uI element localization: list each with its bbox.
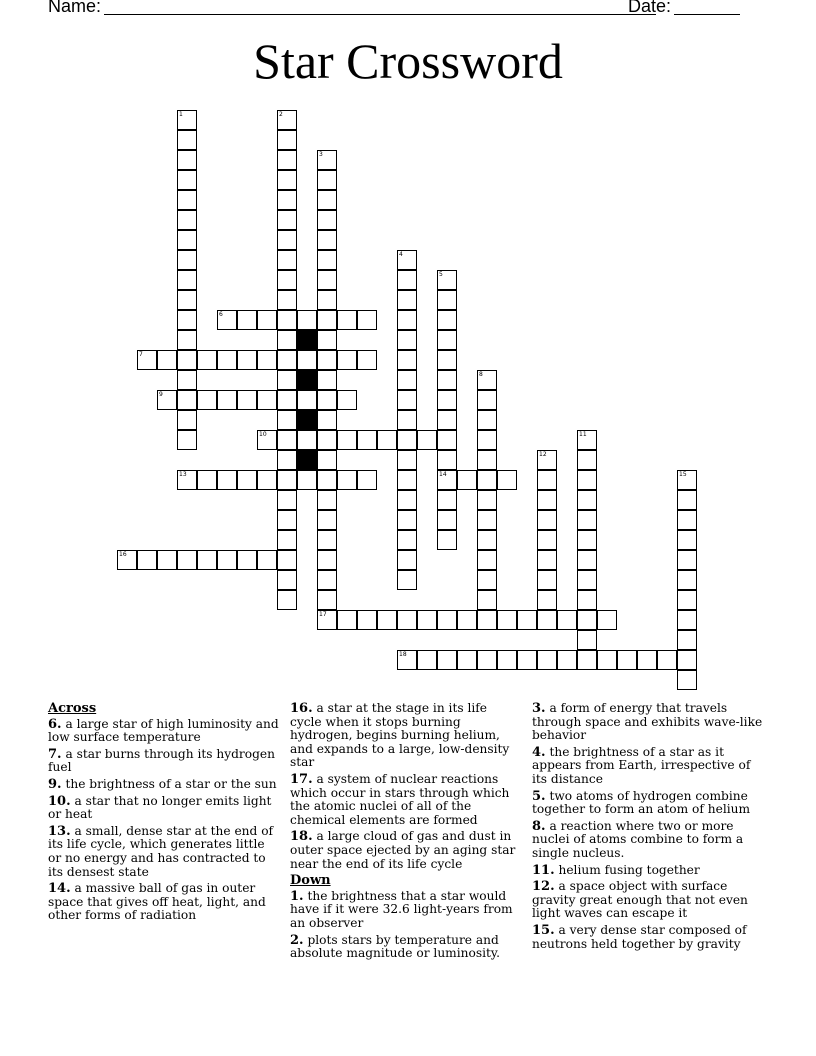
grid-cell[interactable] bbox=[377, 610, 397, 630]
grid-cell[interactable] bbox=[437, 610, 457, 630]
grid-cell[interactable] bbox=[437, 310, 457, 330]
grid-cell[interactable] bbox=[277, 270, 297, 290]
grid-cell[interactable] bbox=[617, 650, 637, 670]
grid-cell[interactable] bbox=[277, 450, 297, 470]
grid-cell[interactable] bbox=[337, 610, 357, 630]
name-label: Name: bbox=[48, 0, 102, 16]
grid-cell[interactable] bbox=[437, 510, 457, 530]
grid-cell[interactable] bbox=[677, 510, 697, 530]
grid-cell[interactable] bbox=[437, 650, 457, 670]
grid-cell[interactable] bbox=[217, 390, 237, 410]
grid-cell[interactable] bbox=[477, 490, 497, 510]
grid-cell[interactable] bbox=[357, 430, 377, 450]
grid-cell[interactable] bbox=[237, 310, 257, 330]
cell-number: 17 bbox=[319, 611, 327, 618]
clue-down-8: 8. a reaction where two or more nuclei of atoms combine to form a single nucleus. bbox=[532, 818, 744, 860]
grid-cell[interactable] bbox=[297, 430, 317, 450]
grid-cell[interactable] bbox=[337, 310, 357, 330]
grid-cell[interactable] bbox=[277, 370, 297, 390]
clue-column-3 bbox=[532, 700, 764, 954]
grid-cell[interactable] bbox=[177, 430, 197, 450]
grid-cell[interactable] bbox=[477, 470, 497, 490]
grid-cell[interactable] bbox=[317, 590, 337, 610]
grid-cell[interactable] bbox=[177, 290, 197, 310]
grid-cell[interactable] bbox=[477, 510, 497, 530]
grid-cell[interactable] bbox=[537, 650, 557, 670]
grid-cell[interactable] bbox=[277, 390, 297, 410]
grid-cell[interactable] bbox=[317, 270, 337, 290]
grid-cell[interactable] bbox=[397, 390, 417, 410]
grid-cell[interactable] bbox=[417, 650, 437, 670]
grid-cell[interactable] bbox=[557, 650, 577, 670]
grid-cell[interactable] bbox=[477, 410, 497, 430]
grid-cell[interactable] bbox=[537, 610, 557, 630]
grid-cell[interactable] bbox=[677, 610, 697, 630]
grid-cell[interactable] bbox=[317, 350, 337, 370]
grid-cell[interactable] bbox=[477, 650, 497, 670]
grid-cell[interactable] bbox=[277, 330, 297, 350]
cell-number: 6 bbox=[219, 311, 223, 318]
clue-across-18: 18. a large cloud of gas and dust in outer space ejected by an aging star near the end of its life cycle bbox=[290, 829, 516, 871]
grid-cell[interactable] bbox=[317, 510, 337, 530]
grid-cell[interactable] bbox=[437, 470, 457, 490]
grid-cell[interactable] bbox=[437, 490, 457, 510]
grid-cell[interactable] bbox=[317, 570, 337, 590]
grid-cell[interactable] bbox=[537, 590, 557, 610]
grid-cell[interactable] bbox=[677, 630, 697, 650]
grid-cell[interactable] bbox=[217, 470, 237, 490]
grid-cell[interactable] bbox=[597, 650, 617, 670]
cell-number: 2 bbox=[279, 111, 283, 118]
grid-cell[interactable] bbox=[277, 230, 297, 250]
grid-cell[interactable] bbox=[197, 390, 217, 410]
cell-number: 12 bbox=[539, 451, 547, 458]
clue-across-10: 10. a star that no longer emits light or heat bbox=[48, 793, 272, 822]
grid-cell[interactable] bbox=[497, 650, 517, 670]
grid-cell[interactable] bbox=[277, 290, 297, 310]
grid-cell[interactable] bbox=[417, 610, 437, 630]
grid-cell[interactable] bbox=[477, 370, 497, 390]
grid-cell[interactable] bbox=[477, 610, 497, 630]
grid-cell[interactable] bbox=[197, 470, 217, 490]
grid-cell[interactable] bbox=[337, 430, 357, 450]
grid-cell[interactable] bbox=[317, 430, 337, 450]
clue-down-2: 2. plots stars by temperature and absolute magnitude or luminosity. bbox=[290, 932, 501, 961]
grid-cell[interactable] bbox=[177, 270, 197, 290]
cell-number: 14 bbox=[439, 471, 447, 478]
grid-cell[interactable] bbox=[397, 450, 417, 470]
page-title: Star Crossword bbox=[253, 33, 563, 89]
grid-cell[interactable] bbox=[677, 670, 697, 690]
grid-cell[interactable] bbox=[537, 530, 557, 550]
grid-cell[interactable] bbox=[177, 110, 197, 130]
grid-cell[interactable] bbox=[237, 390, 257, 410]
grid-cell[interactable] bbox=[397, 510, 417, 530]
grid-cell[interactable] bbox=[317, 390, 337, 410]
grid-cell[interactable] bbox=[337, 390, 357, 410]
grid-cell[interactable] bbox=[477, 430, 497, 450]
grid-cell[interactable] bbox=[577, 550, 597, 570]
grid-cell[interactable] bbox=[237, 350, 257, 370]
grid-cell[interactable] bbox=[117, 550, 137, 570]
clue-across-7: 7. a star burns through its hydrogen fuel bbox=[48, 746, 275, 775]
cell-number: 4 bbox=[399, 251, 403, 258]
grid-cell[interactable] bbox=[677, 570, 697, 590]
grid-cell[interactable] bbox=[477, 530, 497, 550]
grid-cell[interactable] bbox=[677, 650, 697, 670]
grid-cell[interactable] bbox=[577, 510, 597, 530]
grid-cell[interactable] bbox=[397, 550, 417, 570]
grid-cell[interactable] bbox=[317, 190, 337, 210]
grid-cell[interactable] bbox=[277, 570, 297, 590]
grid-cell[interactable] bbox=[217, 350, 237, 370]
grid-cell[interactable] bbox=[277, 310, 297, 330]
cell-number: 9 bbox=[159, 391, 163, 398]
grid-cell[interactable] bbox=[277, 490, 297, 510]
grid-cell[interactable] bbox=[397, 250, 417, 270]
grid-cell[interactable] bbox=[277, 130, 297, 150]
cell-number: 11 bbox=[579, 431, 587, 438]
grid-cell[interactable] bbox=[277, 510, 297, 530]
grid-cell[interactable] bbox=[537, 510, 557, 530]
grid-cell[interactable] bbox=[177, 550, 197, 570]
grid-cell[interactable] bbox=[277, 430, 297, 450]
grid-block bbox=[297, 370, 317, 390]
grid-cell[interactable] bbox=[157, 550, 177, 570]
grid-cell[interactable] bbox=[257, 390, 277, 410]
grid-cell[interactable] bbox=[397, 650, 417, 670]
grid-cell[interactable] bbox=[177, 330, 197, 350]
grid-cell[interactable] bbox=[537, 490, 557, 510]
grid-cell[interactable] bbox=[457, 470, 477, 490]
grid-cell[interactable] bbox=[337, 470, 357, 490]
grid-cell[interactable] bbox=[517, 610, 537, 630]
clue-down-15: 15. a very dense star composed of neutrons held together by gravity bbox=[532, 922, 747, 951]
clue-across-16: 16. a star at the stage in its life cycle when it stops burning hydrogen, begins burning helium, and expands to a large, low-density star bbox=[290, 701, 510, 770]
grid-cell[interactable] bbox=[317, 230, 337, 250]
grid-cell[interactable] bbox=[497, 610, 517, 630]
grid-cell[interactable] bbox=[317, 370, 337, 390]
grid-cell[interactable] bbox=[277, 350, 297, 370]
grid-cell[interactable] bbox=[437, 370, 457, 390]
clue-down-12: 12. a space object with surface gravity great enough that not even light waves can escape it bbox=[532, 879, 748, 921]
grid-cell[interactable] bbox=[277, 210, 297, 230]
grid-cell[interactable] bbox=[277, 170, 297, 190]
grid-cell[interactable] bbox=[177, 410, 197, 430]
grid-cell[interactable] bbox=[477, 550, 497, 570]
grid-cell[interactable] bbox=[577, 650, 597, 670]
grid-cell[interactable] bbox=[317, 210, 337, 230]
clue-down-11: 11. helium fusing together bbox=[532, 862, 700, 878]
grid-cell[interactable] bbox=[157, 350, 177, 370]
grid-cell[interactable] bbox=[337, 350, 357, 370]
grid-cell[interactable] bbox=[237, 550, 257, 570]
grid-cell[interactable] bbox=[397, 370, 417, 390]
grid-cell[interactable] bbox=[437, 450, 457, 470]
grid-cell[interactable] bbox=[297, 310, 317, 330]
cell-number: 7 bbox=[139, 351, 143, 358]
grid-cell[interactable] bbox=[277, 110, 297, 130]
grid-cell[interactable] bbox=[397, 410, 417, 430]
grid-cell[interactable] bbox=[217, 310, 237, 330]
date-label: Date: bbox=[628, 0, 672, 16]
grid-cell[interactable] bbox=[557, 610, 577, 630]
grid-cell[interactable] bbox=[277, 150, 297, 170]
grid-cell[interactable] bbox=[537, 450, 557, 470]
grid-block bbox=[297, 330, 317, 350]
grid-cell[interactable] bbox=[497, 470, 517, 490]
grid-cell[interactable] bbox=[317, 290, 337, 310]
grid-cell[interactable] bbox=[257, 470, 277, 490]
grid-cell[interactable] bbox=[357, 470, 377, 490]
grid-cell[interactable] bbox=[357, 610, 377, 630]
grid-cell[interactable] bbox=[477, 590, 497, 610]
grid-block bbox=[297, 410, 317, 430]
down-heading: Down bbox=[290, 873, 331, 889]
grid-cell[interactable] bbox=[637, 650, 657, 670]
grid-cell[interactable] bbox=[317, 530, 337, 550]
grid-cell[interactable] bbox=[577, 470, 597, 490]
grid-cell[interactable] bbox=[317, 490, 337, 510]
across-heading: Across bbox=[48, 701, 97, 716]
grid-cell[interactable] bbox=[317, 150, 337, 170]
grid-cell[interactable] bbox=[317, 170, 337, 190]
grid-cell[interactable] bbox=[397, 430, 417, 450]
grid-cell[interactable] bbox=[437, 390, 457, 410]
grid-cell[interactable] bbox=[257, 430, 277, 450]
grid-cell[interactable] bbox=[277, 550, 297, 570]
grid-cell[interactable] bbox=[677, 530, 697, 550]
grid-cell[interactable] bbox=[397, 570, 417, 590]
grid-cell[interactable] bbox=[177, 250, 197, 270]
grid-cell[interactable] bbox=[477, 390, 497, 410]
grid-cell[interactable] bbox=[397, 330, 417, 350]
grid-cell[interactable] bbox=[437, 530, 457, 550]
grid-cell[interactable] bbox=[177, 190, 197, 210]
grid-cell[interactable] bbox=[177, 350, 197, 370]
grid-cell[interactable] bbox=[437, 430, 457, 450]
grid-cell[interactable] bbox=[417, 430, 437, 450]
clue-down-4: 4. the brightness of a star as it appears from Earth, irrespective of its distance bbox=[532, 744, 751, 786]
grid-cell[interactable] bbox=[437, 330, 457, 350]
grid-cell[interactable] bbox=[317, 550, 337, 570]
grid-cell[interactable] bbox=[177, 470, 197, 490]
grid-cell[interactable] bbox=[477, 450, 497, 470]
grid-cell[interactable] bbox=[457, 610, 477, 630]
cell-number: 3 bbox=[319, 151, 323, 158]
grid-cell[interactable] bbox=[317, 310, 337, 330]
grid-cell[interactable] bbox=[277, 530, 297, 550]
cell-number: 8 bbox=[479, 371, 483, 378]
grid-cell[interactable] bbox=[657, 650, 677, 670]
grid-cell[interactable] bbox=[397, 470, 417, 490]
grid-cell[interactable] bbox=[397, 350, 417, 370]
grid-cell[interactable] bbox=[197, 550, 217, 570]
grid-cell[interactable] bbox=[677, 590, 697, 610]
grid-cell[interactable] bbox=[317, 450, 337, 470]
grid-cell[interactable] bbox=[357, 310, 377, 330]
clue-across-13: 13. a small, dense star at the end of its life cycle, which generates little or no energy and has contracted to its densest state bbox=[48, 823, 274, 879]
grid-cell[interactable] bbox=[437, 350, 457, 370]
cell-number: 10 bbox=[259, 431, 267, 438]
grid-cell[interactable] bbox=[257, 310, 277, 330]
grid-cell[interactable] bbox=[537, 470, 557, 490]
clue-down-1: 1. the brightness that a star would have if it were 32.6 light-years from an observer bbox=[290, 888, 513, 930]
cell-number: 15 bbox=[679, 471, 687, 478]
grid-cell[interactable] bbox=[217, 550, 237, 570]
grid-cell[interactable] bbox=[297, 350, 317, 370]
grid-cell[interactable] bbox=[577, 610, 597, 630]
grid-block bbox=[297, 450, 317, 470]
grid-cell[interactable] bbox=[177, 370, 197, 390]
grid-cell[interactable] bbox=[157, 390, 177, 410]
grid-cell[interactable] bbox=[457, 650, 477, 670]
grid-cell[interactable] bbox=[397, 290, 417, 310]
grid-cell[interactable] bbox=[297, 390, 317, 410]
grid-cell[interactable] bbox=[597, 610, 617, 630]
grid-cell[interactable] bbox=[517, 650, 537, 670]
grid-cell[interactable] bbox=[177, 390, 197, 410]
grid-cell[interactable] bbox=[397, 490, 417, 510]
grid-cell[interactable] bbox=[577, 590, 597, 610]
cell-number: 16 bbox=[119, 551, 127, 558]
grid-cell[interactable] bbox=[297, 470, 317, 490]
grid-cell[interactable] bbox=[277, 470, 297, 490]
grid-cell[interactable] bbox=[277, 250, 297, 270]
cell-number: 5 bbox=[439, 271, 443, 278]
grid-cell[interactable] bbox=[577, 570, 597, 590]
grid-cell[interactable] bbox=[357, 350, 377, 370]
grid-cell[interactable] bbox=[577, 630, 597, 650]
clue-down-3: 3. a form of energy that travels through space and exhibits wave-like behavior bbox=[532, 701, 763, 743]
grid-cell[interactable] bbox=[477, 570, 497, 590]
grid-cell[interactable] bbox=[317, 330, 337, 350]
grid-cell[interactable] bbox=[177, 150, 197, 170]
grid-cell[interactable] bbox=[437, 270, 457, 290]
clue-column-2 bbox=[290, 700, 522, 964]
clue-down-5: 5. two atoms of hydrogen combine together to form an atom of helium bbox=[532, 788, 751, 817]
clue-across-14: 14. a massive ball of gas in outer space that gives off heat, light, and other forms of radiation bbox=[48, 881, 266, 923]
grid-cell[interactable] bbox=[177, 210, 197, 230]
grid-cell[interactable] bbox=[537, 570, 557, 590]
grid-cell[interactable] bbox=[177, 170, 197, 190]
grid-cell[interactable] bbox=[537, 550, 557, 570]
grid-cell[interactable] bbox=[257, 550, 277, 570]
grid-cell[interactable] bbox=[137, 550, 157, 570]
grid-cell[interactable] bbox=[577, 530, 597, 550]
clue-across-6: 6. a large star of high luminosity and low surface temperature bbox=[48, 716, 279, 745]
grid-cell[interactable] bbox=[677, 470, 697, 490]
clue-across-17: 17. a system of nuclear reactions which occur in stars through which the atomic nuclei of all of the chemical elements are formed bbox=[290, 771, 510, 827]
grid-cell[interactable] bbox=[397, 530, 417, 550]
clue-across-9: 9. the brightness of a star or the sun bbox=[48, 776, 277, 792]
cell-number: 13 bbox=[179, 471, 187, 478]
grid-cell[interactable] bbox=[577, 490, 597, 510]
grid-cell[interactable] bbox=[277, 410, 297, 430]
grid-cell[interactable] bbox=[397, 610, 417, 630]
grid-cell[interactable] bbox=[197, 350, 217, 370]
grid-cell[interactable] bbox=[377, 430, 397, 450]
grid-cell[interactable] bbox=[317, 610, 337, 630]
grid-cell[interactable] bbox=[277, 190, 297, 210]
grid-cell[interactable] bbox=[677, 490, 697, 510]
grid-cell[interactable] bbox=[437, 410, 457, 430]
grid-cell[interactable] bbox=[577, 430, 597, 450]
grid-cell[interactable] bbox=[317, 470, 337, 490]
grid-cell[interactable] bbox=[397, 310, 417, 330]
grid-cell[interactable] bbox=[177, 310, 197, 330]
grid-cell[interactable] bbox=[397, 270, 417, 290]
grid-cell[interactable] bbox=[677, 550, 697, 570]
grid-cell[interactable] bbox=[257, 350, 277, 370]
grid-cell[interactable] bbox=[437, 290, 457, 310]
grid-cell[interactable] bbox=[317, 410, 337, 430]
grid-cell[interactable] bbox=[277, 590, 297, 610]
grid-cell[interactable] bbox=[317, 250, 337, 270]
grid-cell[interactable] bbox=[577, 450, 597, 470]
grid-cell[interactable] bbox=[137, 350, 157, 370]
grid-cell[interactable] bbox=[177, 230, 197, 250]
cell-number: 18 bbox=[399, 651, 407, 658]
grid-cell[interactable] bbox=[237, 470, 257, 490]
grid-cell[interactable] bbox=[177, 130, 197, 150]
clue-column-1 bbox=[48, 700, 280, 926]
cell-number: 1 bbox=[179, 111, 183, 118]
